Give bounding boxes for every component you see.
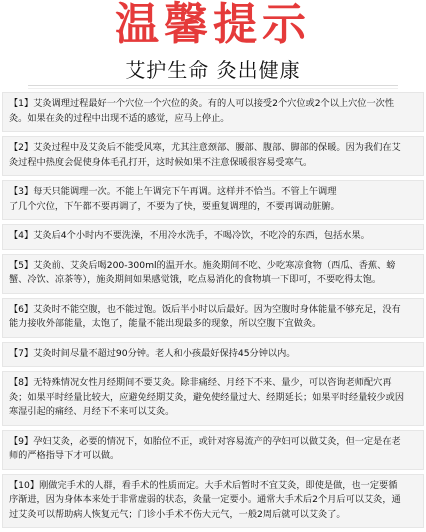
- tips-list: [2, 92, 424, 532]
- tip-item-9: 【9】孕妇艾灸，必要的情况下，如胎位不正，或针对容易流产的孕妇可以做艾灸，但一定是在老 师的严格指导下才可以做。: [2, 430, 424, 470]
- divider: [28, 85, 398, 86]
- tip-item-5: 【5】艾灸前、艾灸后喝200-300ml的温开水。施灸期间不吃、少吃寒凉食物（西瓜、香蕉、螃 蟹、冷饮、凉茶等），施灸期间如果感觉饿，吃点易消化的食物填一下即可，不要吃得太饱。: [2, 254, 424, 294]
- tip-item-2: 【2】艾灸过程中及艾灸后不能受风寒，尤其注意颈部、腰部、腹部、脚部的保暖。因为我们在艾 灸过程中热度会促使身体毛孔打开，这时候如果不注意保暖很容易受寒气。: [2, 136, 424, 176]
- page-subtitle: 艾护生命 灸出健康: [125, 58, 301, 82]
- tip-item-4: 【4】艾灸后4个小时内不要洗澡，不用冷水洗手，不喝冷饮，不吃冷的东西，包括水果。: [2, 224, 424, 250]
- tip-item-6: 【6】艾灸时不能空腹，也不能过饱。饭后半小时以后最好。因为空腹时身体能量不够充足，没有 能力接收外部能量，太饱了，能量不能出现最多的现象，所以空腹下宜做灸。: [2, 298, 424, 338]
- divider: [28, 88, 398, 89]
- tip-item-3: 【3】每天只能调理一次。不能上午调完下午再调。这样并不恰当。不管上午调理 了几个穴位，下午都不要再调了，不要为了快，要重复调理的，不要再调动脏腑。: [2, 180, 424, 220]
- tip-item-1: 【1】艾灸调理过程最好一个穴位一个穴位的灸。有的人可以接受2个穴位或2个以上穴位一次性 灸。如果在灸的过程中出现不适的感觉，应马上停止。: [2, 92, 424, 132]
- tip-item-10: 【10】刚做完手术的人群，看手术的性质而定。大手术后暂时不宜艾灸，即使是做，也一定要循 序渐进，因为身体本来处于非常虚弱的状态，灸量一定要小。通常大手术后2个月后可以艾灸，通 过艾灸可以帮助病人恢复元气；门诊小手术不伤大元气，一般2周后就可以艾灸了。: [2, 474, 424, 529]
- page-title: 温馨提示: [115, 0, 311, 50]
- tip-item-8: 【8】无特殊情况女性月经期间不要艾灸。除非痛经、月经下不来、量少，可以咨询老师配穴再 灸；如果平时经量比较大，应避免经期艾灸，避免使经量过大、经期延长；如果平时经量较少或因 寒湿引起的痛经、月经下不来可以艾灸。: [2, 371, 424, 426]
- tip-item-7: 【7】艾灸时间尽量不超过90分钟。老人和小孩最好保持45分钟以内。: [2, 342, 424, 368]
